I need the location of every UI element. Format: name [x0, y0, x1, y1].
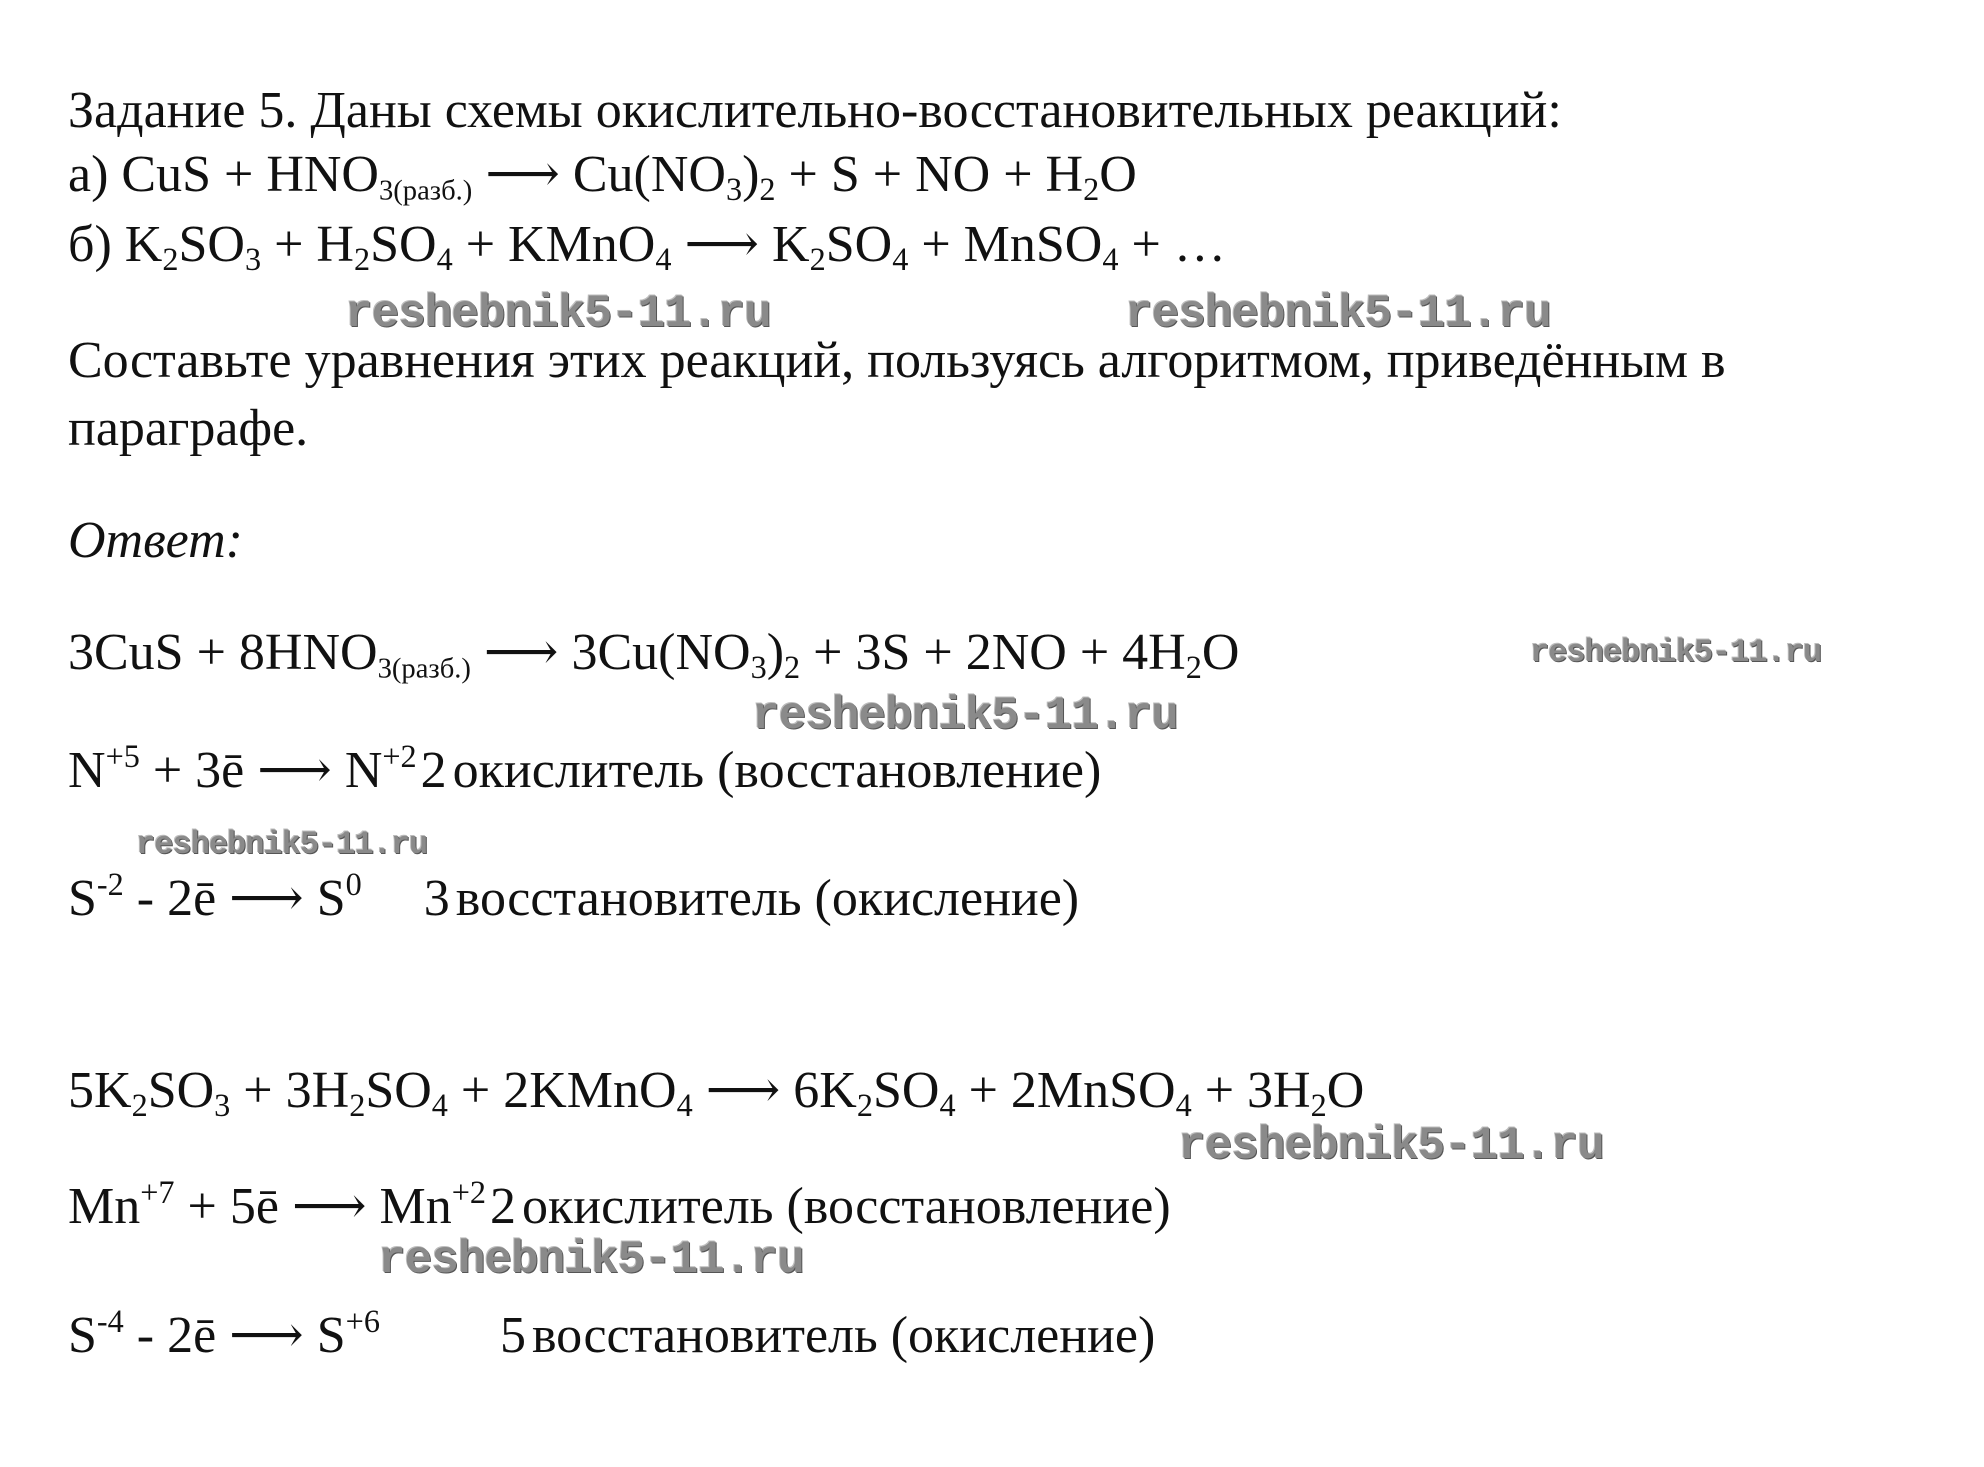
scheme-b-subscript: 2 [809, 241, 826, 278]
half-reaction-1 [68, 740, 1101, 802]
equation-subscript: 2 [131, 1087, 148, 1124]
scheme-a-subscript: 3(разб.) [378, 175, 473, 207]
scheme-a-subscript: 3 [725, 171, 743, 208]
equation-part: + 2MnSO [955, 1062, 1176, 1119]
scheme-a [68, 144, 1137, 206]
element-symbol: Mn [68, 1178, 141, 1235]
half-reaction-2 [68, 868, 1079, 930]
half-reaction-part: - 2ē ⟶ S [123, 1307, 346, 1364]
half-reaction-role: восстановитель (окисление) [531, 1307, 1156, 1364]
half-reaction-part: + 3ē ⟶ N [139, 742, 383, 799]
scheme-b-part: + KMnO [452, 216, 656, 273]
equation-part: ⟶ 3Cu(NO [470, 624, 751, 681]
balance-coefficient: 2 [420, 742, 447, 799]
oxidation-state: +5 [105, 738, 140, 775]
scheme-a-part: + S + NO + H [775, 146, 1084, 203]
equation-part: + 3S + 2NO + 4H [800, 624, 1186, 681]
equation-subscript: 4 [676, 1087, 693, 1124]
watermark: reshebnik5-11.ru [752, 690, 1178, 742]
scheme-b-subscript: 4 [892, 241, 909, 278]
scheme-b-part: + MnSO [908, 216, 1103, 273]
scheme-a-part: ⟶ Cu(NO [472, 146, 726, 203]
equation-part: ⟶ 6K [692, 1062, 857, 1119]
equation-part: SO [365, 1062, 432, 1119]
watermark: reshebnik5-11.ru [1530, 634, 1822, 671]
equation-subscript: 3(разб.) [377, 653, 471, 685]
watermark: reshebnik5-11.ru [136, 826, 428, 863]
equation-subscript: 2 [349, 1087, 366, 1124]
equation-subscript: 4 [939, 1087, 956, 1124]
scheme-a-part: а) CuS + HNO [68, 146, 379, 203]
scheme-b-part: + … [1118, 216, 1226, 273]
equation-part: + 2KMnO [447, 1062, 677, 1119]
scheme-a-subscript: 2 [1083, 171, 1100, 208]
answer-label [68, 510, 243, 572]
scheme-b-subscript: 2 [353, 241, 371, 278]
scheme-a-subscript: 2 [759, 171, 776, 208]
scheme-b-part: б) K [68, 216, 163, 273]
equation-part: 3CuS + 8HNO [68, 624, 378, 681]
oxidation-state: 0 [345, 866, 362, 903]
balance-coefficient: 3 [423, 870, 450, 927]
oxidation-state: +6 [345, 1303, 380, 1340]
half-reaction-3 [68, 1176, 1171, 1238]
equation-part: ) [766, 624, 785, 681]
watermark: reshebnik5-11.ru [378, 1234, 804, 1286]
equation-part: O [1326, 1062, 1365, 1119]
equation-part: 5K [68, 1062, 132, 1119]
scheme-b-subscript: 4 [655, 241, 672, 278]
oxidation-state: -2 [96, 866, 124, 903]
equation-subscript: 2 [1310, 1087, 1327, 1124]
scheme-b-subscript: 4 [436, 241, 453, 278]
element-symbol: N [68, 742, 106, 799]
scheme-b-part: + H [261, 216, 354, 273]
oxidation-state: +2 [382, 738, 417, 775]
equation-subscript: 2 [856, 1087, 873, 1124]
equation-subscript: 3 [214, 1087, 231, 1124]
scheme-b-part: SO [178, 216, 245, 273]
half-reaction-role: окислитель (восстановление) [452, 742, 1102, 799]
balance-coefficient: 5 [499, 1307, 526, 1364]
scheme-b-subscript: 2 [162, 241, 179, 278]
scheme-b-part: SO [825, 216, 893, 273]
task-title [68, 80, 1562, 142]
element-symbol: S [68, 1307, 97, 1364]
instruction-text: параграфе. [68, 400, 309, 457]
half-reaction-part: - 2ē ⟶ S [123, 870, 346, 927]
equation-subscript: 2 [1185, 649, 1202, 686]
equation-subscript: 2 [784, 649, 801, 686]
balance-coefficient: 2 [490, 1178, 517, 1235]
watermark: reshebnik5-11.ru [345, 288, 771, 340]
scheme-b-part: SO [370, 216, 437, 273]
equation-2 [68, 1060, 1364, 1122]
scheme-b-part: ⟶ K [671, 216, 810, 273]
instruction-text: Составьте уравнения этих реакций, пользуясь алгоритмом, приведённым в [68, 332, 1726, 389]
half-reaction-part: + 5ē ⟶ Mn [174, 1178, 452, 1235]
instruction-line-2 [68, 398, 308, 460]
scheme-b-subscript: 4 [1102, 241, 1119, 278]
equation-part: SO [147, 1062, 215, 1119]
half-reaction-role: окислитель (восстановление) [522, 1178, 1171, 1235]
watermark: reshebnik5-11.ru [1125, 288, 1551, 340]
equation-subscript: 4 [431, 1087, 448, 1124]
element-symbol: S [68, 870, 97, 927]
scheme-b [68, 214, 1226, 276]
oxidation-state: -4 [96, 1303, 124, 1340]
scheme-b-subscript: 3 [244, 241, 262, 278]
half-reaction-role: восстановитель (окисление) [455, 870, 1080, 927]
half-reaction-4 [68, 1305, 1155, 1367]
scheme-a-part: O [1099, 146, 1137, 203]
equation-part: SO [872, 1062, 940, 1119]
oxidation-state: +7 [140, 1174, 175, 1211]
equation-part: O [1201, 624, 1240, 681]
equation-part: + 3H [1191, 1062, 1311, 1119]
equation-subscript: 4 [1175, 1087, 1192, 1124]
equation-part: + 3H [230, 1062, 350, 1119]
oxidation-state: +2 [451, 1174, 487, 1211]
task-title-text: Задание 5. Даны схемы окислительно-восстановительных реакций: [68, 82, 1562, 139]
equation-1 [68, 622, 1239, 684]
answer-label-text: Ответ: [68, 512, 243, 569]
equation-subscript: 3 [750, 649, 767, 686]
watermark: reshebnik5-11.ru [1178, 1120, 1604, 1172]
scheme-a-part: ) [742, 146, 760, 203]
